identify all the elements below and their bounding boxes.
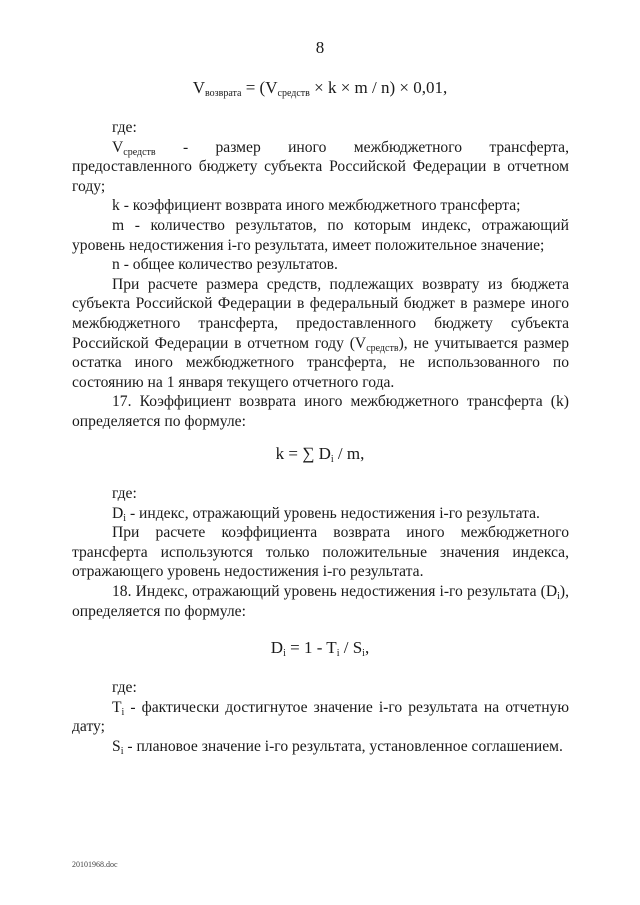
definitions-block-3 — [72, 678, 569, 756]
formula-text: , — [364, 638, 370, 657]
definition-k: k - коэффициент возврата иного межбюджетного трансферта; — [112, 197, 521, 215]
subscript: средств — [366, 342, 399, 354]
definition-m: m - количество результатов, по которым индекс, отражающий уровень недостижения i-го результата, имеет положительное значение; — [72, 216, 569, 254]
formula-coefficient-k — [0, 444, 640, 464]
formula-subscript: i — [283, 648, 286, 659]
definition-text: - индекс, отражающий уровень недостижения i-го результата. — [126, 504, 540, 522]
formula-index-d — [0, 638, 640, 658]
paragraph-text: 18. Индекс, отражающий уровень недостижения i-го результата (D — [112, 582, 558, 600]
definition-n: n - общее количество результатов. — [112, 256, 338, 274]
where-label: где: — [112, 119, 137, 136]
definitions-block-2 — [72, 484, 569, 621]
formula-subscript: i — [330, 454, 334, 465]
subscript: средств — [123, 146, 156, 158]
symbol: D — [112, 504, 124, 522]
formula-symbol: D — [270, 638, 284, 657]
definition-v-sredstv — [72, 138, 569, 197]
symbol: V — [112, 138, 124, 156]
paragraph-text: При расчете размера средств, подлежащих возврату из бюджета субъекта Российской Федерации в федеральный бюджет в размере иного межбюджетного трансферта, предоставленного бюджету субъекта Российской Федерации в отчетном году (V — [72, 275, 569, 352]
formula-symbol: V — [192, 78, 206, 97]
symbol: T — [112, 698, 122, 716]
definition-text: - плановое значение i-го результата, установленное соглашением. — [123, 737, 563, 755]
formula-subscript: i — [362, 648, 365, 659]
symbol: S — [112, 737, 121, 755]
where-label: где: — [112, 679, 137, 696]
paragraph-17: 17. Коэффициент возврата иного межбюджетного трансферта (k) определяется по формуле: — [72, 393, 569, 430]
paragraph-calculation-note — [72, 275, 569, 393]
definition-text: - фактически достигнутое значение i-го результата на отчетную дату; — [72, 698, 569, 736]
formula-text: / m, — [333, 444, 365, 463]
subscript: i — [121, 706, 125, 718]
subscript: i — [123, 512, 127, 524]
formula-text: × k × m / n) × 0,01, — [309, 78, 448, 97]
paragraph-text: ), не учитывается размер остатка иного межбюджетного трансферта, не использованного по состоянию на 1 января текущего отчетного года. — [72, 334, 569, 391]
where-label: где: — [112, 485, 137, 502]
definition-d — [72, 504, 569, 524]
definition-text: - размер иного межбюджетного трансферта, предоставленного бюджету субъекта Российской Федерации в отчетном году; — [72, 138, 569, 195]
page-number: 8 — [315, 38, 325, 57]
formula-return-volume — [0, 78, 640, 98]
formula-text: k = ∑ D — [275, 444, 331, 463]
paragraph-positive-values: При расчете коэффициента возврата иного межбюджетного трансферта используются только положительные значения индекса, отражающего уровень недостижения i-го результата. — [72, 524, 569, 581]
paragraph-text: ), определяется по формуле: — [72, 582, 569, 620]
definition-s — [72, 737, 569, 757]
definitions-block-1 — [72, 118, 569, 432]
definition-t — [72, 698, 569, 737]
subscript: i — [120, 745, 124, 757]
footer-filename: 20101968.doc — [72, 860, 118, 869]
formula-text: = (V — [241, 78, 278, 97]
formula-text: / S — [339, 638, 363, 657]
formula-subscript: i — [336, 648, 340, 659]
formula-text: = 1 - T — [285, 638, 337, 657]
formula-subscript: возврата — [205, 88, 242, 99]
paragraph-18 — [72, 582, 569, 621]
formula-subscript: средств — [277, 88, 310, 99]
subscript: i — [557, 590, 560, 602]
